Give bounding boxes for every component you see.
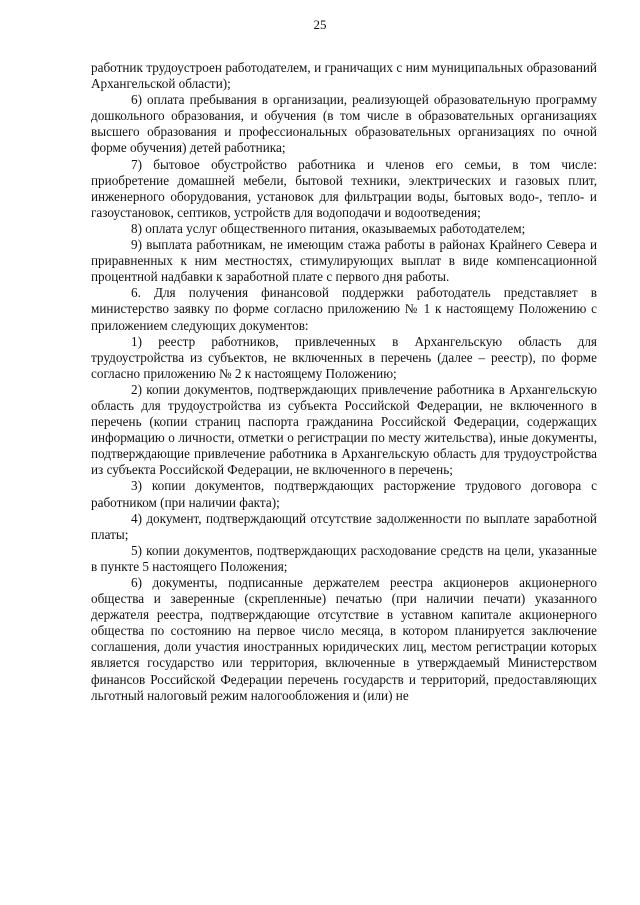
page-number: 25 <box>313 17 327 32</box>
paragraph-doc-2-copies: 2) копии документов, подтверждающих привлечение работника в Архангельскую область для трудоустройства из субъекта Российской Федерации, не включенного в перечень (копии страниц паспорта гражданина Российской Федерации, содержащих информацию о личности, отметки о регистрации по месту жительства), иные документы, подтверждающие привлечение работника в Архангельскую область для трудоустройства из субъекта Российской Федерации, не включенного в перечень; <box>91 381 597 478</box>
paragraph-clause-6: 6. Для получения финансовой поддержки работодатель представляет в министерство заявку по форме согласно приложению № 1 к настоящему Положению с приложением следующих документов: <box>91 285 597 333</box>
paragraph-item-9-payments: 9) выплата работникам, не имеющим стажа работы в районах Крайнего Севера и приравненных к ним местностях, стимулирующих выплат в виде компенсационной процентной надбавки к заработной плате с первого дня работы. <box>91 237 597 285</box>
paragraph-doc-5-spending: 5) копии документов, подтверждающих расходование средств на цели, указанные в пункте 5 настоящего Положения; <box>91 542 597 574</box>
paragraph-doc-4-no-debt: 4) документ, подтверждающий отсутствие задолженности по выплате заработной платы; <box>91 510 597 542</box>
paragraph-doc-1-register: 1) реестр работников, привлеченных в Архангельскую область для трудоустройства из субъектов, не включенных в перечень (далее – реестр), по форме согласно приложению № 2 к настоящему Положению; <box>91 333 597 381</box>
paragraph-item-6-childcare: 6) оплата пребывания в организации, реализующей образовательную программу дошкольного образования, и обучения (в том числе в образовательных организациях высшего образования и профессиональных образовательных организациях по очной форме обучения) детей работника; <box>91 92 597 156</box>
paragraph-continuation: работник трудоустроен работодателем, и граничащих с ним муниципальных образований Архангельской области); <box>91 60 597 92</box>
paragraph-item-7-household: 7) бытовое обустройство работника и членов его семьи, в том числе: приобретение домашней мебели, бытовой техники, электрических и газовых плит, инженерного оборудования, установок для фильтрации воды, бытовых водо-, тепло- и газоустановок, септиков, устройств для водоподачи и водоотведения; <box>91 156 597 220</box>
document-body <box>91 60 597 704</box>
paragraph-doc-6-shareholders: 6) документы, подписанные держателем реестра акционеров акционерного общества и заверенные (скрепленные) печатью (при наличии печати) указанного держателя реестра, подтверждающие отсутствие в уставном капитале акционерного общества по состоянию на первое число месяца, в котором планируется заключение соглашения, доли участия иностранных юридических лиц, местом регистрации которых является государство или территория, включенные в утверждаемый Министерством финансов Российской Федерации перечень государств и территорий, предоставляющих льготный налоговый режим налогообложения и (или) не <box>91 575 597 703</box>
paragraph-doc-3-termination: 3) копии документов, подтверждающих расторжение трудового договора с работником (при наличии факта); <box>91 478 597 510</box>
paragraph-item-8-catering: 8) оплата услуг общественного питания, оказываемых работодателем; <box>131 220 526 236</box>
